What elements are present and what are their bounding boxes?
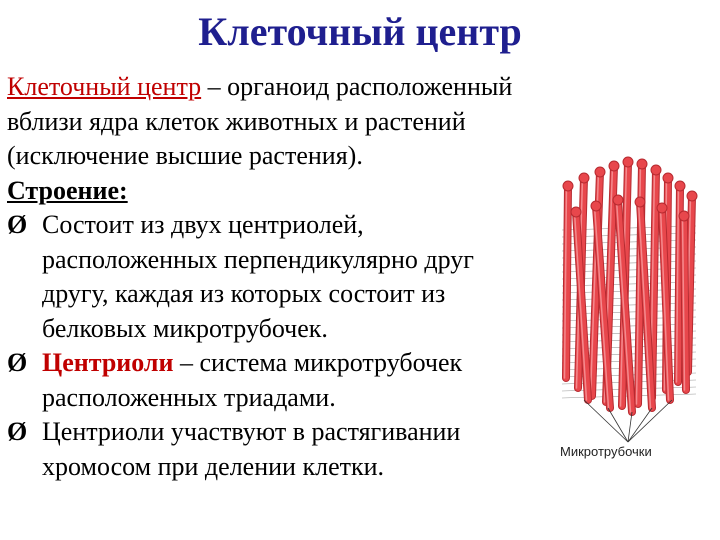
microtubule-end bbox=[635, 197, 645, 207]
microtubule-end bbox=[657, 203, 667, 213]
page-title: Клеточный центр bbox=[198, 9, 522, 54]
microtubule-end bbox=[595, 167, 605, 177]
bullet-text: Состоит из двух центриолей, расположенных перпендикулярно друг другу, каждая из которых состоит из белковых микротрубочек. bbox=[42, 210, 474, 343]
microtubule-end bbox=[675, 181, 685, 191]
bullet-item bbox=[7, 208, 542, 346]
microtubule-end bbox=[579, 173, 589, 183]
structure-heading: Строение: bbox=[7, 175, 128, 205]
microtubule-end bbox=[571, 207, 581, 217]
arrow-bullet-icon: Ø bbox=[7, 417, 28, 446]
bullet-text: Центриоли участвуют в растягивании хромосом при делении клетки. bbox=[42, 417, 461, 481]
figure-label: Микротрубочки bbox=[560, 444, 652, 459]
arrow-bullet-icon: Ø bbox=[7, 348, 28, 377]
microtubule-end bbox=[687, 191, 697, 201]
microtubule-end bbox=[651, 165, 661, 175]
intro-text: – органоид расположенный вблизи ядра клеток животных и растений (исключение высшие растения). bbox=[7, 72, 513, 170]
microtubule-end bbox=[637, 159, 647, 169]
microtubule-end bbox=[679, 211, 689, 221]
label-pointer-line bbox=[608, 408, 628, 442]
microtubule-end bbox=[609, 161, 619, 171]
bullet-item bbox=[7, 346, 542, 415]
text-body bbox=[7, 70, 542, 484]
intro-paragraph bbox=[7, 70, 542, 174]
bullet-item bbox=[7, 415, 542, 484]
bullet-term: Центриоли bbox=[42, 348, 174, 377]
arrow-bullet-icon: Ø bbox=[7, 210, 28, 239]
microtubule-end bbox=[623, 157, 633, 167]
centriole-illustration bbox=[548, 150, 720, 470]
microtubule-end bbox=[613, 195, 623, 205]
bullet-text: – система микротрубочек расположенных триадами. bbox=[42, 348, 463, 412]
intro-term: Клеточный центр bbox=[7, 72, 202, 101]
microtubule-end bbox=[663, 173, 673, 183]
microtubule-end bbox=[563, 181, 573, 191]
microtubule-end bbox=[591, 201, 601, 211]
